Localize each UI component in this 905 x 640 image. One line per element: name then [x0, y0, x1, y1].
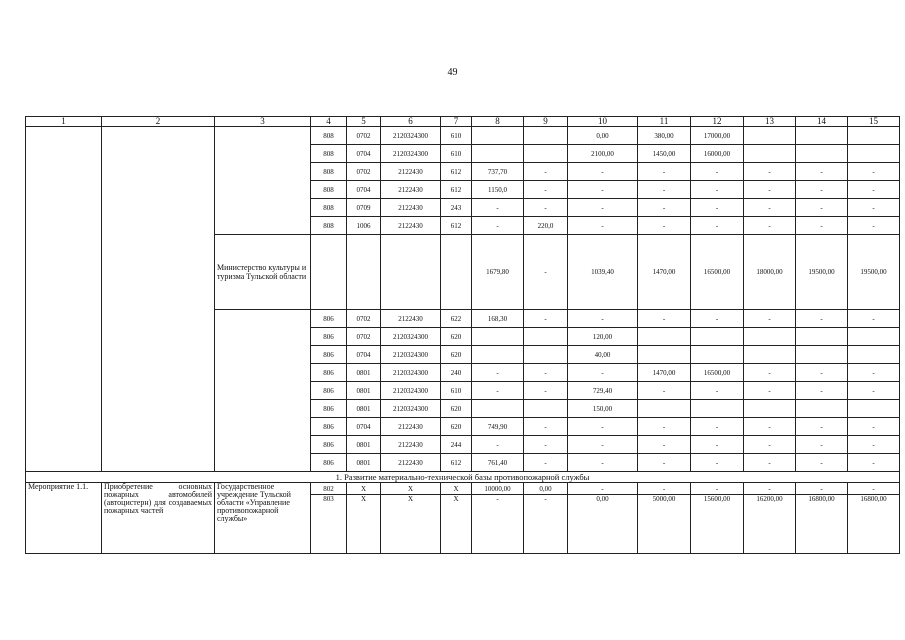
table-cell: - — [524, 199, 568, 217]
table-cell — [472, 346, 524, 364]
table-cell: X — [381, 483, 441, 495]
table-cell: 806 — [311, 454, 347, 472]
table-cell: - — [638, 310, 691, 328]
table-cell: - — [744, 217, 796, 235]
table-cell: - — [638, 418, 691, 436]
table-cell: - — [691, 483, 744, 495]
measure-code: Мероприятие 1.1. — [26, 483, 102, 554]
table-cell: 620 — [441, 346, 472, 364]
table-cell: 2122430 — [381, 310, 441, 328]
table-cell: - — [638, 454, 691, 472]
table-cell: 806 — [311, 418, 347, 436]
table-cell: 2122430 — [381, 418, 441, 436]
table-cell: - — [848, 436, 900, 454]
table-cell — [848, 346, 900, 364]
table-cell: - — [796, 163, 848, 181]
table-cell: 1150,0 — [472, 181, 524, 199]
page-number: 49 — [447, 67, 458, 78]
table-cell: 0801 — [347, 382, 381, 400]
empty-cell — [102, 127, 215, 472]
table-cell: 620 — [441, 400, 472, 418]
table-cell: 0704 — [347, 346, 381, 364]
table-cell: 612 — [441, 217, 472, 235]
table-cell: - — [848, 382, 900, 400]
table-cell — [796, 400, 848, 418]
table-cell: - — [744, 436, 796, 454]
table-cell: - — [638, 217, 691, 235]
table-cell: 806 — [311, 310, 347, 328]
table-cell: - — [691, 436, 744, 454]
table-cell: - — [524, 436, 568, 454]
table-cell — [796, 145, 848, 163]
table-cell: 10000,00 — [472, 483, 524, 495]
table-cell: 2120324300 — [381, 346, 441, 364]
table-cell: 0801 — [347, 436, 381, 454]
table-cell: 19500,00 — [848, 235, 900, 310]
empty-cell — [311, 235, 347, 310]
table-cell: 120,00 — [568, 328, 638, 346]
table-cell: 2122430 — [381, 454, 441, 472]
table-cell — [744, 346, 796, 364]
table-cell: X — [441, 483, 472, 495]
table-cell: - — [796, 454, 848, 472]
table-cell: - — [691, 199, 744, 217]
table-cell: - — [568, 364, 638, 382]
table-cell — [524, 145, 568, 163]
table-cell: - — [796, 418, 848, 436]
table-cell: 612 — [441, 163, 472, 181]
table-cell: 0,00 — [568, 127, 638, 145]
ministry-name: Министерство культуры и туризма Тульской области — [215, 235, 311, 310]
table-cell: 0704 — [347, 418, 381, 436]
table-cell: - — [568, 217, 638, 235]
table-cell: 150,00 — [568, 400, 638, 418]
table-cell: 761,40 — [472, 454, 524, 472]
table-cell: 0704 — [347, 181, 381, 199]
table-cell — [472, 127, 524, 145]
table-cell — [848, 127, 900, 145]
table-cell — [848, 145, 900, 163]
table-cell: - — [568, 163, 638, 181]
table-cell: - — [796, 217, 848, 235]
measure-row — [26, 483, 900, 495]
table-cell — [796, 346, 848, 364]
column-header: 12 — [691, 117, 744, 127]
table-cell: 2122430 — [381, 199, 441, 217]
table-cell: 16800,00 — [796, 495, 848, 554]
table-row — [26, 127, 900, 145]
table-cell: 0702 — [347, 328, 381, 346]
empty-cell — [347, 235, 381, 310]
table-cell: - — [744, 483, 796, 495]
table-cell: 2120324300 — [381, 400, 441, 418]
column-header: 4 — [311, 117, 347, 127]
empty-cell — [381, 235, 441, 310]
table-cell: X — [347, 495, 381, 554]
table-cell — [744, 145, 796, 163]
table-cell: 610 — [441, 382, 472, 400]
table-cell: 17000,00 — [691, 127, 744, 145]
table-cell: 806 — [311, 328, 347, 346]
table-cell: 16000,00 — [691, 145, 744, 163]
table-cell: 1039,40 — [568, 235, 638, 310]
table-cell: 0801 — [347, 400, 381, 418]
table-cell: - — [848, 181, 900, 199]
table-cell — [691, 328, 744, 346]
table-cell: 16500,00 — [691, 364, 744, 382]
table-cell: - — [691, 310, 744, 328]
table-cell: 380,00 — [638, 127, 691, 145]
table-cell: 16200,00 — [744, 495, 796, 554]
column-header: 11 — [638, 117, 691, 127]
table-cell: - — [691, 163, 744, 181]
table-cell: 0709 — [347, 199, 381, 217]
table-cell: 808 — [311, 163, 347, 181]
table-cell: - — [744, 163, 796, 181]
column-header: 8 — [472, 117, 524, 127]
table-cell: 244 — [441, 436, 472, 454]
table-cell: - — [796, 364, 848, 382]
table-cell: - — [796, 436, 848, 454]
table-cell — [691, 346, 744, 364]
table-cell — [638, 328, 691, 346]
column-header: 5 — [347, 117, 381, 127]
table-cell: 808 — [311, 145, 347, 163]
table-cell: - — [568, 454, 638, 472]
table-cell: - — [848, 483, 900, 495]
table-cell: - — [691, 454, 744, 472]
table-cell: 806 — [311, 436, 347, 454]
table-cell: - — [568, 418, 638, 436]
table-cell: 610 — [441, 145, 472, 163]
table-cell — [524, 400, 568, 418]
table-cell: - — [524, 382, 568, 400]
table-cell: - — [744, 310, 796, 328]
table-cell: 612 — [441, 454, 472, 472]
section-row — [26, 472, 900, 483]
table-cell: - — [638, 181, 691, 199]
budget-table — [25, 116, 900, 554]
table-cell: 610 — [441, 127, 472, 145]
table-cell: - — [638, 483, 691, 495]
table-cell: 220,0 — [524, 217, 568, 235]
table-cell — [638, 400, 691, 418]
table-cell: - — [848, 163, 900, 181]
table-cell: 2120324300 — [381, 382, 441, 400]
table-cell: 0801 — [347, 454, 381, 472]
table-cell: 18000,00 — [744, 235, 796, 310]
column-header: 2 — [102, 117, 215, 127]
table-cell: - — [638, 199, 691, 217]
table-cell: - — [524, 364, 568, 382]
table-cell: - — [638, 382, 691, 400]
table-cell: 15600,00 — [691, 495, 744, 554]
table-cell: - — [796, 382, 848, 400]
table-cell: 19500,00 — [796, 235, 848, 310]
table-cell: X — [347, 483, 381, 495]
table-cell: - — [848, 364, 900, 382]
table-cell — [524, 328, 568, 346]
table-cell: - — [744, 454, 796, 472]
table-cell: - — [568, 199, 638, 217]
table-cell: 808 — [311, 217, 347, 235]
column-header: 1 — [26, 117, 102, 127]
table-cell: - — [524, 310, 568, 328]
column-header: 13 — [744, 117, 796, 127]
table-cell: - — [744, 382, 796, 400]
table-cell: - — [796, 483, 848, 495]
table-cell: 2122430 — [381, 217, 441, 235]
table-cell: - — [524, 235, 568, 310]
table-cell — [744, 328, 796, 346]
table-cell: 749,90 — [472, 418, 524, 436]
table-cell: 808 — [311, 127, 347, 145]
table-cell — [848, 328, 900, 346]
table-cell: 0801 — [347, 364, 381, 382]
table-cell: - — [848, 199, 900, 217]
table-cell: - — [796, 181, 848, 199]
table-cell: - — [472, 436, 524, 454]
table-cell: - — [744, 181, 796, 199]
table-cell: - — [472, 217, 524, 235]
column-header: 14 — [796, 117, 848, 127]
empty-cell — [441, 235, 472, 310]
table-cell: 0704 — [347, 145, 381, 163]
table-cell: - — [568, 310, 638, 328]
table-cell: 622 — [441, 310, 472, 328]
table-cell: 802 — [311, 483, 347, 495]
table-cell: 0702 — [347, 163, 381, 181]
table-cell: 240 — [441, 364, 472, 382]
table-cell — [848, 400, 900, 418]
table-cell — [524, 127, 568, 145]
table-cell: X — [441, 495, 472, 554]
table-cell: 612 — [441, 181, 472, 199]
table-cell: 620 — [441, 328, 472, 346]
table-cell: 40,00 — [568, 346, 638, 364]
table-cell: 808 — [311, 181, 347, 199]
table-cell: 2122430 — [381, 163, 441, 181]
table-cell: - — [472, 495, 524, 554]
table-cell: 16500,00 — [691, 235, 744, 310]
column-header: 3 — [215, 117, 311, 127]
table-cell: 806 — [311, 364, 347, 382]
table-cell: - — [568, 436, 638, 454]
table-cell: - — [744, 418, 796, 436]
table-cell — [691, 400, 744, 418]
table-cell: 729,40 — [568, 382, 638, 400]
table-cell: 5000,00 — [638, 495, 691, 554]
empty-cell — [26, 127, 102, 472]
table-cell: 16800,00 — [848, 495, 900, 554]
table-cell: - — [691, 382, 744, 400]
table-cell: 803 — [311, 495, 347, 554]
table-cell: - — [744, 199, 796, 217]
empty-cell — [215, 127, 311, 235]
table-cell — [524, 346, 568, 364]
measure-description: Приобретение основных пожарных автомобилей (автоцистерн) для создаваемых пожарных частей — [102, 483, 215, 554]
table-cell: 1470,00 — [638, 364, 691, 382]
table-cell: 806 — [311, 346, 347, 364]
table-cell: - — [524, 163, 568, 181]
table-cell: - — [691, 418, 744, 436]
table-cell: 2120324300 — [381, 364, 441, 382]
column-header: 6 — [381, 117, 441, 127]
table-cell: - — [524, 495, 568, 554]
table-cell: 737,70 — [472, 163, 524, 181]
column-header: 15 — [848, 117, 900, 127]
table-cell: - — [638, 163, 691, 181]
header-row — [26, 117, 900, 127]
table-cell: 2120324300 — [381, 127, 441, 145]
table-cell: 168,30 — [472, 310, 524, 328]
table-cell: 806 — [311, 382, 347, 400]
table-cell: - — [472, 364, 524, 382]
column-header: 10 — [568, 117, 638, 127]
table-cell: - — [472, 199, 524, 217]
table-cell: 0702 — [347, 310, 381, 328]
table-cell: 243 — [441, 199, 472, 217]
table-cell: X — [381, 495, 441, 554]
table-body — [26, 117, 900, 554]
table-cell: - — [744, 364, 796, 382]
table-cell: - — [796, 310, 848, 328]
table-cell: 1006 — [347, 217, 381, 235]
section-title: 1. Развитие материально-технической базы противопожарной службы — [26, 472, 900, 483]
table-cell — [472, 400, 524, 418]
table-cell — [744, 400, 796, 418]
table-cell: 1450,00 — [638, 145, 691, 163]
table-cell: 2120324300 — [381, 328, 441, 346]
table-cell: - — [568, 181, 638, 199]
table-cell: 0,00 — [568, 495, 638, 554]
measure-executor: Государственное учреждение Тульской области «Управление противопожарной службы» — [215, 483, 311, 554]
table-cell: 1679,80 — [472, 235, 524, 310]
table-cell: - — [691, 181, 744, 199]
table-cell: 0702 — [347, 127, 381, 145]
table-cell — [796, 127, 848, 145]
table-cell — [796, 328, 848, 346]
table-cell: - — [848, 217, 900, 235]
table-cell: 2120324300 — [381, 145, 441, 163]
empty-cell — [215, 310, 311, 472]
table-cell — [744, 127, 796, 145]
table-cell: 2100,00 — [568, 145, 638, 163]
table-cell: 806 — [311, 400, 347, 418]
table-cell: 1470,00 — [638, 235, 691, 310]
table-cell — [472, 328, 524, 346]
table-cell: 2122430 — [381, 436, 441, 454]
table-cell: - — [524, 181, 568, 199]
table-cell: - — [524, 418, 568, 436]
table-cell: - — [848, 310, 900, 328]
table-cell: - — [796, 199, 848, 217]
table-cell: - — [472, 382, 524, 400]
table-cell: 2122430 — [381, 181, 441, 199]
table-cell: 620 — [441, 418, 472, 436]
table-cell: - — [568, 483, 638, 495]
table-cell: - — [638, 436, 691, 454]
column-header: 7 — [441, 117, 472, 127]
table-cell: 0,00 — [524, 483, 568, 495]
table-cell — [638, 346, 691, 364]
table-cell: - — [524, 454, 568, 472]
column-header: 9 — [524, 117, 568, 127]
table-cell: - — [691, 217, 744, 235]
table-cell: - — [848, 454, 900, 472]
table-cell: 808 — [311, 199, 347, 217]
table-cell — [472, 145, 524, 163]
table-cell: - — [848, 418, 900, 436]
